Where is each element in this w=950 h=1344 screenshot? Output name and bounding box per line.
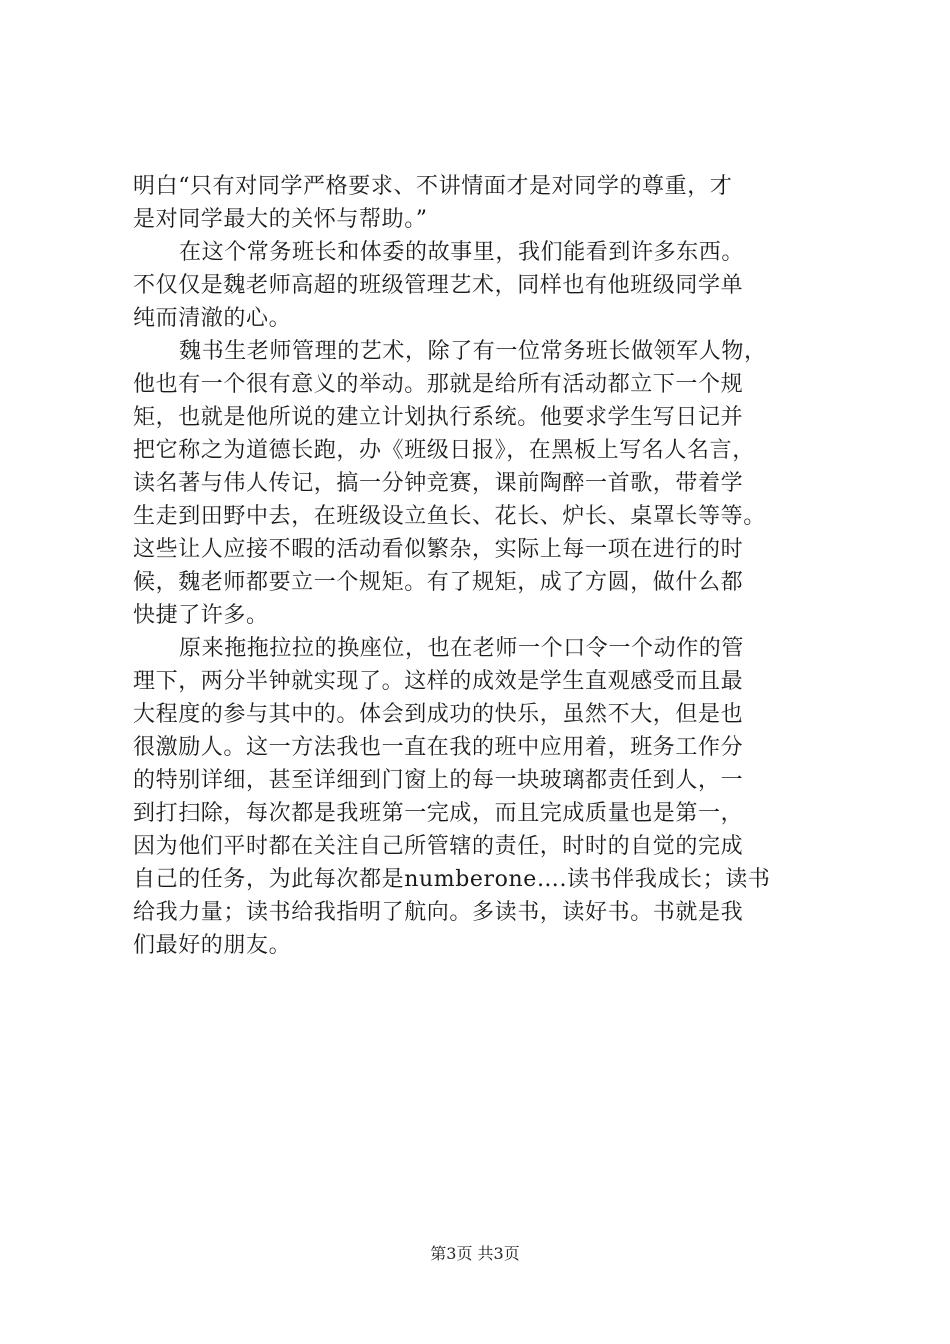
text-line: 把它称之为道德长跑，办《班级日报》，在黑板上写名人名言，	[133, 438, 755, 463]
page-number-footer: 第3页 共3页	[430, 1244, 520, 1263]
text-line: 的特别详细，甚至详细到门窗上的每一块玻璃都责任到人，一	[133, 768, 744, 793]
paragraph-start-line: 原来拖拖拉拉的换座位，也在老师一个口令一个动作的管	[179, 636, 745, 661]
text-line: 大程度的参与其中的。体会到成功的快乐，虽然不大，但是也	[133, 702, 744, 727]
text-line: 们最好的朋友。	[133, 933, 292, 958]
text-line: 生走到田野中去，在班级设立鱼长、花长、炉长、桌罩长等等。	[133, 504, 766, 529]
text-line: 这些让人应接不暇的活动看似繁杂，实际上每一项在进行的时	[133, 537, 744, 562]
text-line: 理下，两分半钟就实现了。这样的成效是学生直观感受而且最	[133, 669, 744, 694]
text-line: 是对同学最大的关怀与帮助。”	[133, 207, 428, 232]
text-line: 快捷了许多。	[133, 603, 269, 628]
text-line: 读名著与伟人传记，搞一分钟竞赛，课前陶醉一首歌，带着学	[133, 471, 744, 496]
text-line: 矩，也就是他所说的建立计划执行系统。他要求学生写日记并	[133, 405, 744, 430]
paragraph-start-line: 在这个常务班长和体委的故事里，我们能看到许多东西。	[179, 240, 745, 265]
text-line: 到打扫除，每次都是我班第一完成，而且完成质量也是第一，	[133, 801, 744, 826]
text-line: 不仅仅是魏老师高超的班级管理艺术，同样也有他班级同学单	[133, 273, 744, 298]
text-line: 给我力量；读书给我指明了航向。多读书，读好书。书就是我	[133, 900, 744, 925]
body-text	[133, 170, 833, 962]
text-line: 他也有一个很有意义的举动。那就是给所有活动都立下一个规	[133, 372, 744, 397]
text-line: 候，魏老师都要立一个规矩。有了规矩，成了方圆，做什么都	[133, 570, 744, 595]
text-line: 纯而清澈的心。	[133, 306, 292, 331]
text-line: 因为他们平时都在关注自己所管辖的责任，时时的自觉的完成	[133, 834, 744, 859]
text-line: 自己的任务，为此每次都是numberone….读书伴我成长；读书	[133, 867, 771, 892]
paragraph-start-line: 魏书生老师管理的艺术，除了有一位常务班长做领军人物，	[179, 339, 767, 364]
text-line: 明白“只有对同学严格要求、不讲情面才是对同学的尊重，才	[133, 174, 733, 199]
text-line: 很激励人。这一方法我也一直在我的班中应用着，班务工作分	[133, 735, 744, 760]
